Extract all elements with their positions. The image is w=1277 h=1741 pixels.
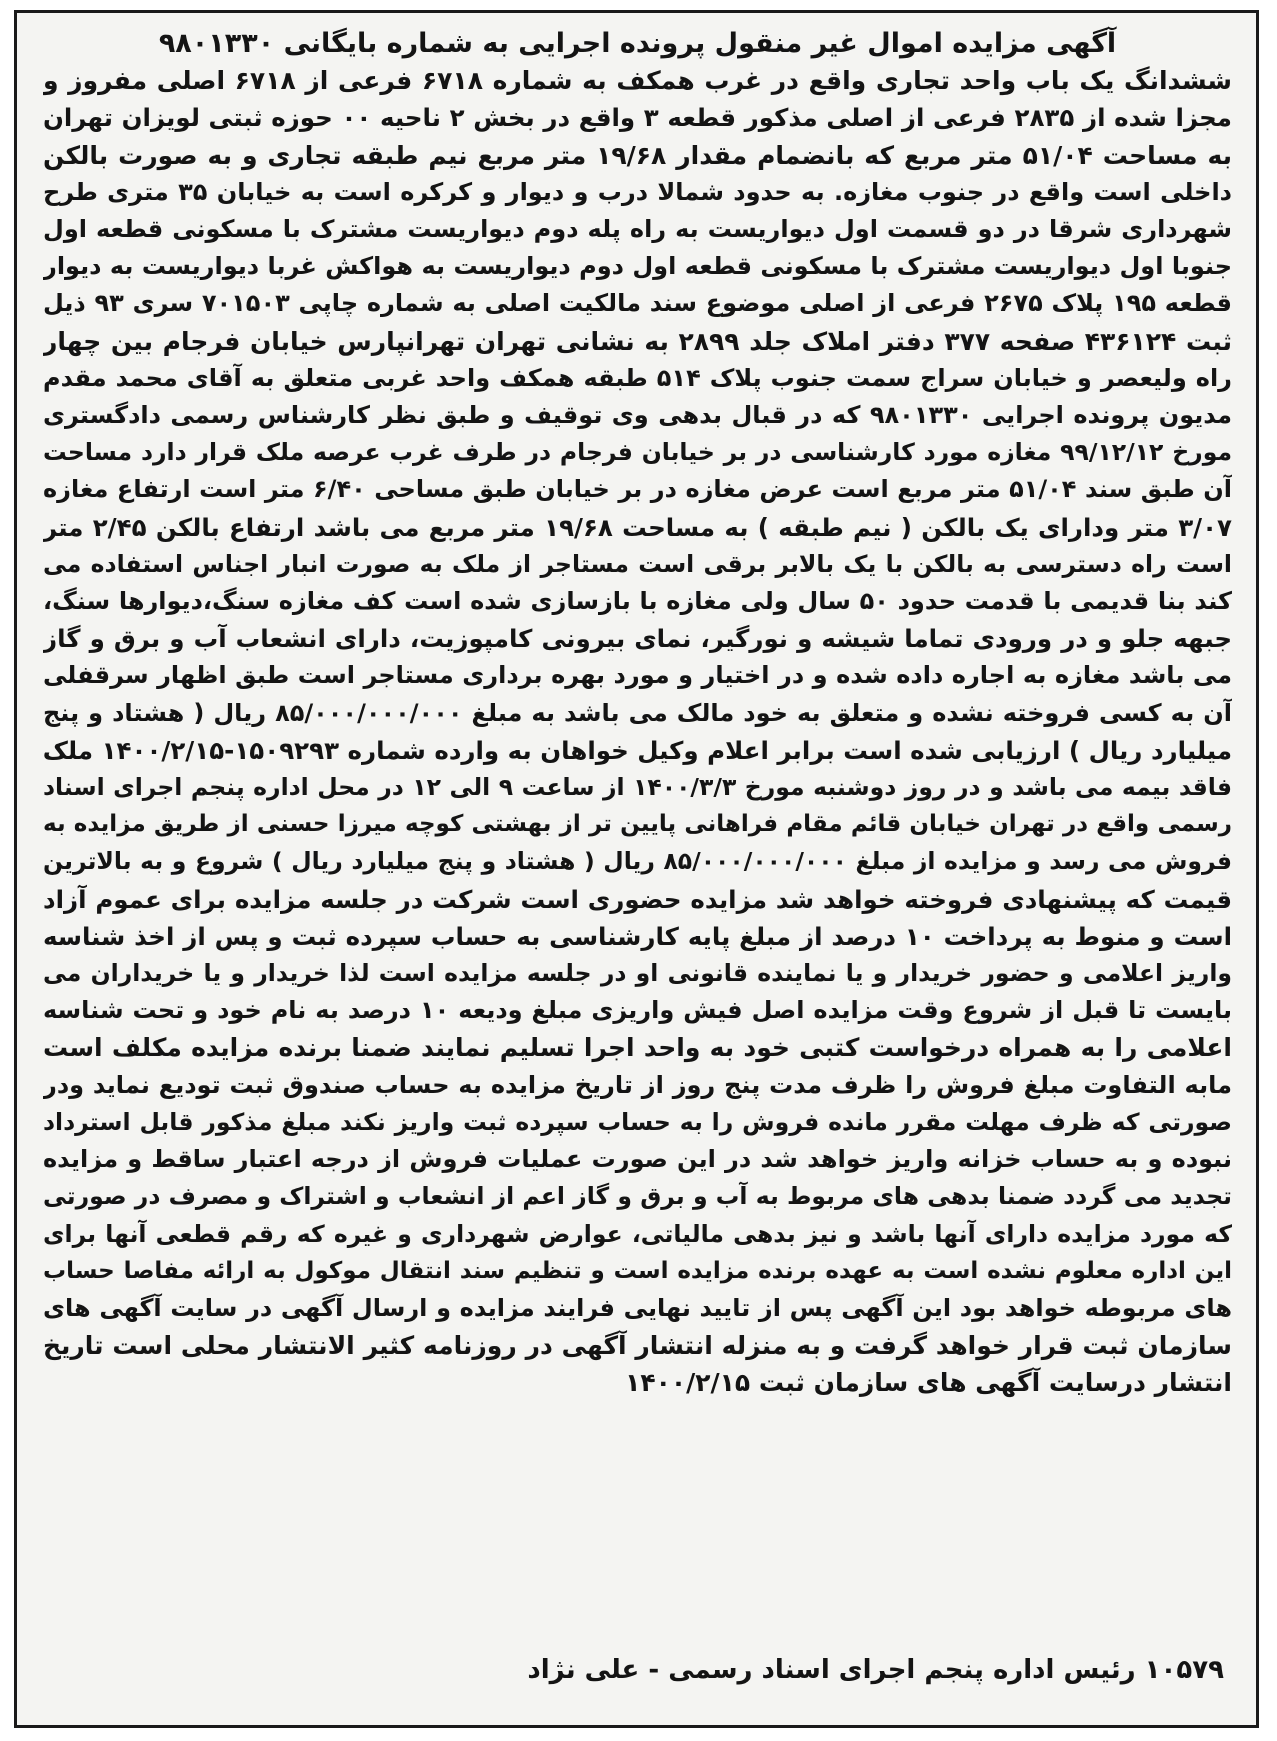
notice-line: فاقد بیمه می باشد و در روز دوشنبه مورخ ۱۴۰۰/۳/۳ از ساعت ۹ الی ۱۲ در محل اداره پنجم اجرای اسناد xyxy=(43,773,1232,802)
notice-line: راه ولیعصر و خیابان سراج سمت جنوب پلاک ۵۱۴ طبقه همکف واحد غربی متعلق به آقای محمد مقدم xyxy=(43,363,1232,392)
notice-line: های مربوطه خواهد بود این آگهی پس از تایید نهایی فرایند مزایده و ارسال آگهی در سایت آگهی های xyxy=(43,1293,1232,1322)
notice-line: فروش می رسد و مزایده از مبلغ ۸۵/۰۰۰/۰۰۰/۰۰۰ ریال ( هشتاد و پنج میلیارد ریال ) شروع و به بالاترین xyxy=(43,847,1232,876)
notice-line: مورخ ۹۹/۱۲/۱۲ مغازه مورد کارشناسی در بر خیابان فرجام در طرف غرب عرصه ملک قرار دارد مساحت xyxy=(43,438,1232,467)
notice-line: تجدید می گردد ضمنا بدهی های مربوط به آب و برق و گاز اعم از انشعاب و اشتراک و مصرف در صورتی xyxy=(43,1182,1232,1211)
notice-line: اعلامی را به همراه درخواست کتبی خود به واحد اجرا تسلیم نمایند ضمنا برنده مزایده مکلف است xyxy=(43,1033,1232,1063)
notice-line: آن به کسی فروخته نشده و متعلق به خود مالک می باشد به مبلغ ۸۵/۰۰۰/۰۰۰/۰۰۰ ریال ( هشتاد و پنج xyxy=(43,698,1232,727)
notice-line: شهرداری شرقا در دو قسمت اول دیواریست به راه پله دوم دیواریست مشترک با مسکونی قطعه اول xyxy=(43,215,1232,244)
notice-line: این اداره معلوم نشده است به عهده برنده مزایده است و تنظیم سند انتقال موکول به ارائه مفاصا حساب xyxy=(43,1257,1232,1284)
notice-line: ثبت ۴۳۶۱۲۴ صفحه ۳۷۷ دفتر املاک جلد ۲۸۹۹ به نشانی تهران تهرانپارس خیابان فرجام بین چهار xyxy=(43,326,1232,356)
notice-line: است و منوط به پرداخت ۱۰ درصد از مبلغ پایه کارشناسی به حساب سپرده ثبت و پس از اخذ شناسه xyxy=(43,921,1232,951)
notice-title: آگهی مزایده اموال غیر منقول پرونده اجرایی به شماره بایگانی ۹۸۰۱۳۳۰ xyxy=(158,28,1117,59)
notice-line: ۳/۰۷ متر ودارای یک بالکن ( نیم طبقه ) به مساحت ۱۹/۶۸ متر مربع می باشد ارتفاع بالکن ۲/۴۵ متر xyxy=(43,512,1232,542)
notice-line: انتشار درسایت آگهی های سازمان ثبت ۱۴۰۰/۲/۱۵ xyxy=(625,1368,1232,1398)
notice-line: مدیون پرونده اجرایی ۹۸۰۱۳۳۰ که در قبال بدهی وی توقیف و طبق نظر کارشناس رسمی دادگستری xyxy=(43,401,1232,430)
notice-line: صورتی که ظرف مهلت مقرر مانده فروش را به حساب سپرده ثبت واریز نکند مبلغ مذکور قابل استرداد xyxy=(43,1107,1232,1136)
notice-signature: ۱۰۵۷۹ رئیس اداره پنجم اجرای اسناد رسمی - علی نژاد xyxy=(527,1655,1224,1685)
notice-line: سازمان ثبت قرار خواهد گرفت و به منزله انتشار آگهی در روزنامه کثیر الانتشار محلی است تاریخ xyxy=(43,1331,1232,1361)
notice-line: نبوده و به حساب خزانه واریز خواهد شد در این صورت عملیات فروش از درجه اعتبار ساقط و مزایده xyxy=(43,1145,1232,1174)
notice-line: آن طبق سند ۵۱/۰۴ متر مربع است عرض مغازه در بر خیابان طبق مساحی ۶/۴۰ متر است ارتفاع مغازه xyxy=(43,475,1232,504)
notice-line: رسمی واقع در تهران خیابان قائم مقام فراهانی پایین تر از بهشتی کوچه میرزا حسنی از طریق مزایده به xyxy=(43,811,1232,838)
notice-line: داخلی است واقع در جنوب مغازه. به حدود شمالا درب و دیوار و کرکره است به خیابان ۳۵ متری طرح xyxy=(43,177,1232,206)
notice-line: جنوبا اول دیواریست مشترک با مسکونی قطعه اول دوم دیواریست به هواکش غربا دیواریست به دیوار xyxy=(43,252,1232,281)
notice-line: مجزا شده از ۲۸۳۵ فرعی از اصلی مذکور قطعه ۳ واقع در بخش ۲ ناحیه ۰۰ حوزه ثبتی لویزان تهران xyxy=(43,103,1232,133)
notice-frame xyxy=(14,10,1259,1728)
notice-line: است راه دسترسی به بالکن با یک بالابر برقی است مستاجر از ملک به صورت انبار اجناس استفاده می xyxy=(43,549,1232,578)
notice-line: که مورد مزایده دارای آنها باشد و نیز بدهی مالیاتی، عوارض شهرداری و غیره که رقم قطعی آنها برای xyxy=(43,1219,1232,1248)
notice-line: قیمت که پیشنهادی فروخته خواهد شد مزایده حضوری است شرکت در جلسه مزایده برای عموم آزاد xyxy=(43,884,1232,914)
notice-line: قطعه ۱۹۵ پلاک ۲۶۷۵ فرعی از اصلی موضوع سند مالکیت اصلی به شماره چاپی ۷۰۱۵۰۳ سری ۹۳ ذیل xyxy=(43,289,1232,318)
notice-line: مابه التفاوت مبلغ فروش را ظرف مدت پنج روز از تاریخ مزایده به حساب صندوق ثبت تودیع نماید ودر xyxy=(43,1070,1232,1099)
notice-line: ششدانگ یک باب واحد تجاری واقع در غرب همکف به شماره ۶۷۱۸ فرعی از ۶۷۱۸ اصلی مفروز و xyxy=(43,66,1232,96)
notice-line: جبهه جلو و در ورودی تماما شیشه و نورگیر، نمای بیرونی کامپوزیت، دارای انشعاب آب و برق و گاز xyxy=(43,624,1232,654)
notice-line: بایست تا قبل از شروع وقت مزایده اصل فیش واریزی مبلغ ودیعه ۱۰ درصد به نام خود و تحت شناسه xyxy=(43,996,1232,1025)
notice-body xyxy=(43,25,1232,1402)
notice-line: می باشد مغازه به اجاره داده شده و در اختیار و مورد بهره برداری مستاجر است طبق اظهار سرقفلی xyxy=(43,661,1232,690)
notice-text xyxy=(43,62,1232,1401)
notice-line: میلیارد ریال ) ارزیابی شده است برابر اعلام وکیل خواهان به وارده شماره ۱۵۰۹۲۹۳-۱۴۰۰/۲/۱۵ ملک xyxy=(43,735,1232,765)
notice-line: کند بنا قدیمی با قدمت حدود ۵۰ سال ولی مغازه با بازسازی شده است کف مغازه سنگ،دیوارها سنگ، xyxy=(43,587,1232,616)
notice-line: به مساحت ۵۱/۰۴ متر مربع که بانضمام مقدار ۱۹/۶۸ متر مربع نیم طبقه تجاری و به صورت بالکن xyxy=(43,140,1232,170)
notice-line: واریز اعلامی و حضور خریدار و یا نماینده قانونی او در جلسه مزایده است لذا خریدار و یا خریداران می xyxy=(43,959,1232,988)
